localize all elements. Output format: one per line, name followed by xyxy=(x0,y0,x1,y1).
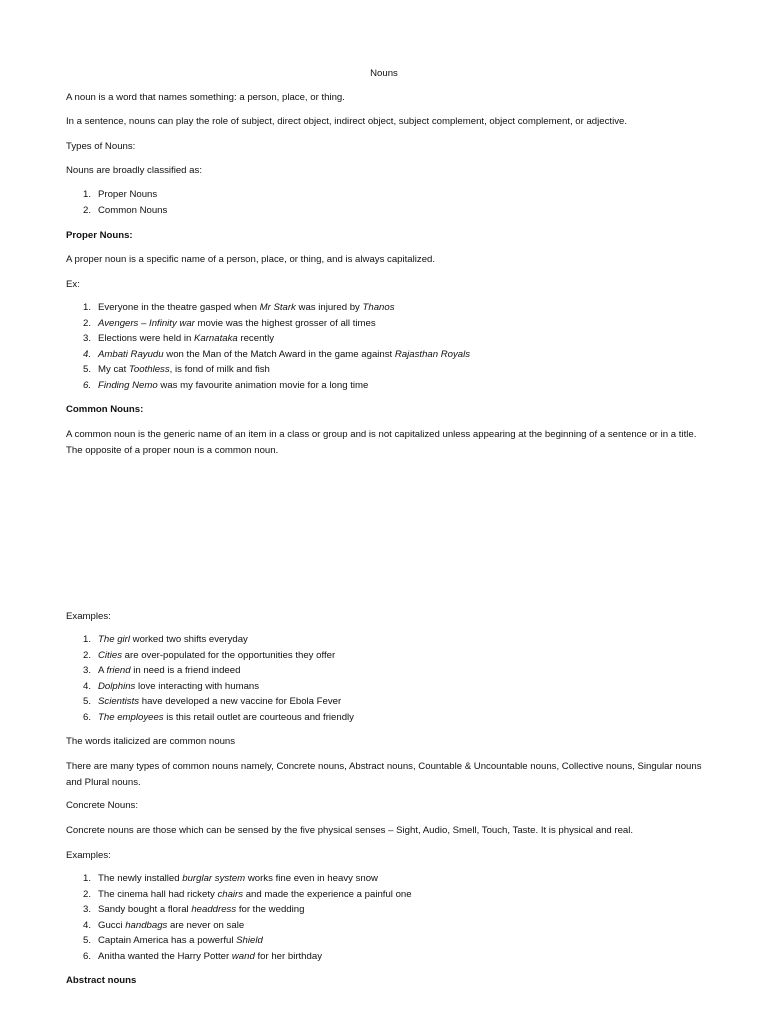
common-noun-types: There are many types of common nouns namely, Concrete nouns, Abstract nouns, Countable & Uncountable nouns, Collective nouns, Singular nouns and Plural nouns. xyxy=(66,761,702,788)
concrete-nouns-definition: Concrete nouns are those which can be sensed by the five physical senses – Sight, Audio, Smell, Touch, Taste. It is physical and real. xyxy=(66,825,634,836)
page-title: Nouns xyxy=(370,68,398,79)
list-item: 3. Elections were held in Karnataka recently xyxy=(83,333,274,344)
list-item: 4. Ambati Rayudu won the Man of the Match Award in the game against Rajasthan Royals xyxy=(83,348,471,360)
common-ex-label: Examples: xyxy=(66,611,111,622)
list-item: 3. Sandy bought a floral headdress for the wedding xyxy=(83,904,305,915)
list-item: 2. The cinema hall had rickety chairs and made the experience a painful one xyxy=(83,888,412,900)
concrete-examples-list xyxy=(66,871,706,964)
list-item: 2. Avengers – Infinity war movie was the highest grosser of all times xyxy=(83,317,376,329)
list-item: 1. The girl worked two shifts everyday xyxy=(83,634,248,645)
list-item: 6. The employees is this retail outlet are courteous and friendly xyxy=(83,711,354,723)
list-item: 3. A friend in need is a friend indeed xyxy=(83,665,241,676)
types-heading: Types of Nouns: xyxy=(66,141,136,152)
list-item: 1. Everyone in the theatre gasped when Mr Stark was injured by Thanos xyxy=(83,302,395,313)
list-item: 2. Cities are over-populated for the opportunities they offer xyxy=(83,649,336,661)
list-item: 2. Common Nouns xyxy=(83,204,168,216)
proper-nouns-heading: Proper Nouns: xyxy=(66,230,133,241)
list-item: 5. Scientists have developed a new vaccine for Ebola Fever xyxy=(83,696,342,707)
noun-roles: In a sentence, nouns can play the role of subject, direct object, indirect object, subject complement, object complement, or adjective. xyxy=(66,116,628,127)
list-item: 1. Proper Nouns xyxy=(83,189,158,200)
proper-ex-label: Ex: xyxy=(66,279,80,290)
list-item: 6. Finding Nemo was my favourite animation movie for a long time xyxy=(83,379,369,391)
concrete-ex-label: Examples: xyxy=(66,850,111,861)
common-nouns-heading: Common Nouns: xyxy=(66,404,144,415)
concrete-nouns-heading: Concrete Nouns: xyxy=(66,800,138,811)
abstract-nouns-heading: Abstract nouns xyxy=(66,975,137,986)
noun-classes-list xyxy=(66,187,706,218)
list-item: 4. Gucci handbags are never on sale xyxy=(83,919,245,931)
common-nouns-definition: A common noun is the generic name of an item in a class or group and is not capitalized unless appearing at the beginning of a sentence or in a title. The opposite of a proper noun is a common noun. xyxy=(66,429,697,456)
list-item: 1. The newly installed burglar system works fine even in heavy snow xyxy=(83,873,378,884)
italicized-note: The words italicized are common nouns xyxy=(66,736,236,747)
list-item: 5. Captain America has a powerful Shield xyxy=(83,935,263,946)
list-item: 5. My cat Toothless, is fond of milk and fish xyxy=(83,364,270,375)
list-item: 4. Dolphins love interacting with humans xyxy=(83,680,260,692)
common-examples-list xyxy=(66,632,706,725)
noun-definition: A noun is a word that names something: a person, place, or thing. xyxy=(66,92,345,103)
classified-text: Nouns are broadly classified as: xyxy=(66,165,202,176)
proper-nouns-definition: A proper noun is a specific name of a person, place, or thing, and is always capitalized. xyxy=(66,254,436,265)
list-item: 6. Anitha wanted the Harry Potter wand for her birthday xyxy=(83,950,322,962)
proper-examples-list xyxy=(66,300,706,393)
